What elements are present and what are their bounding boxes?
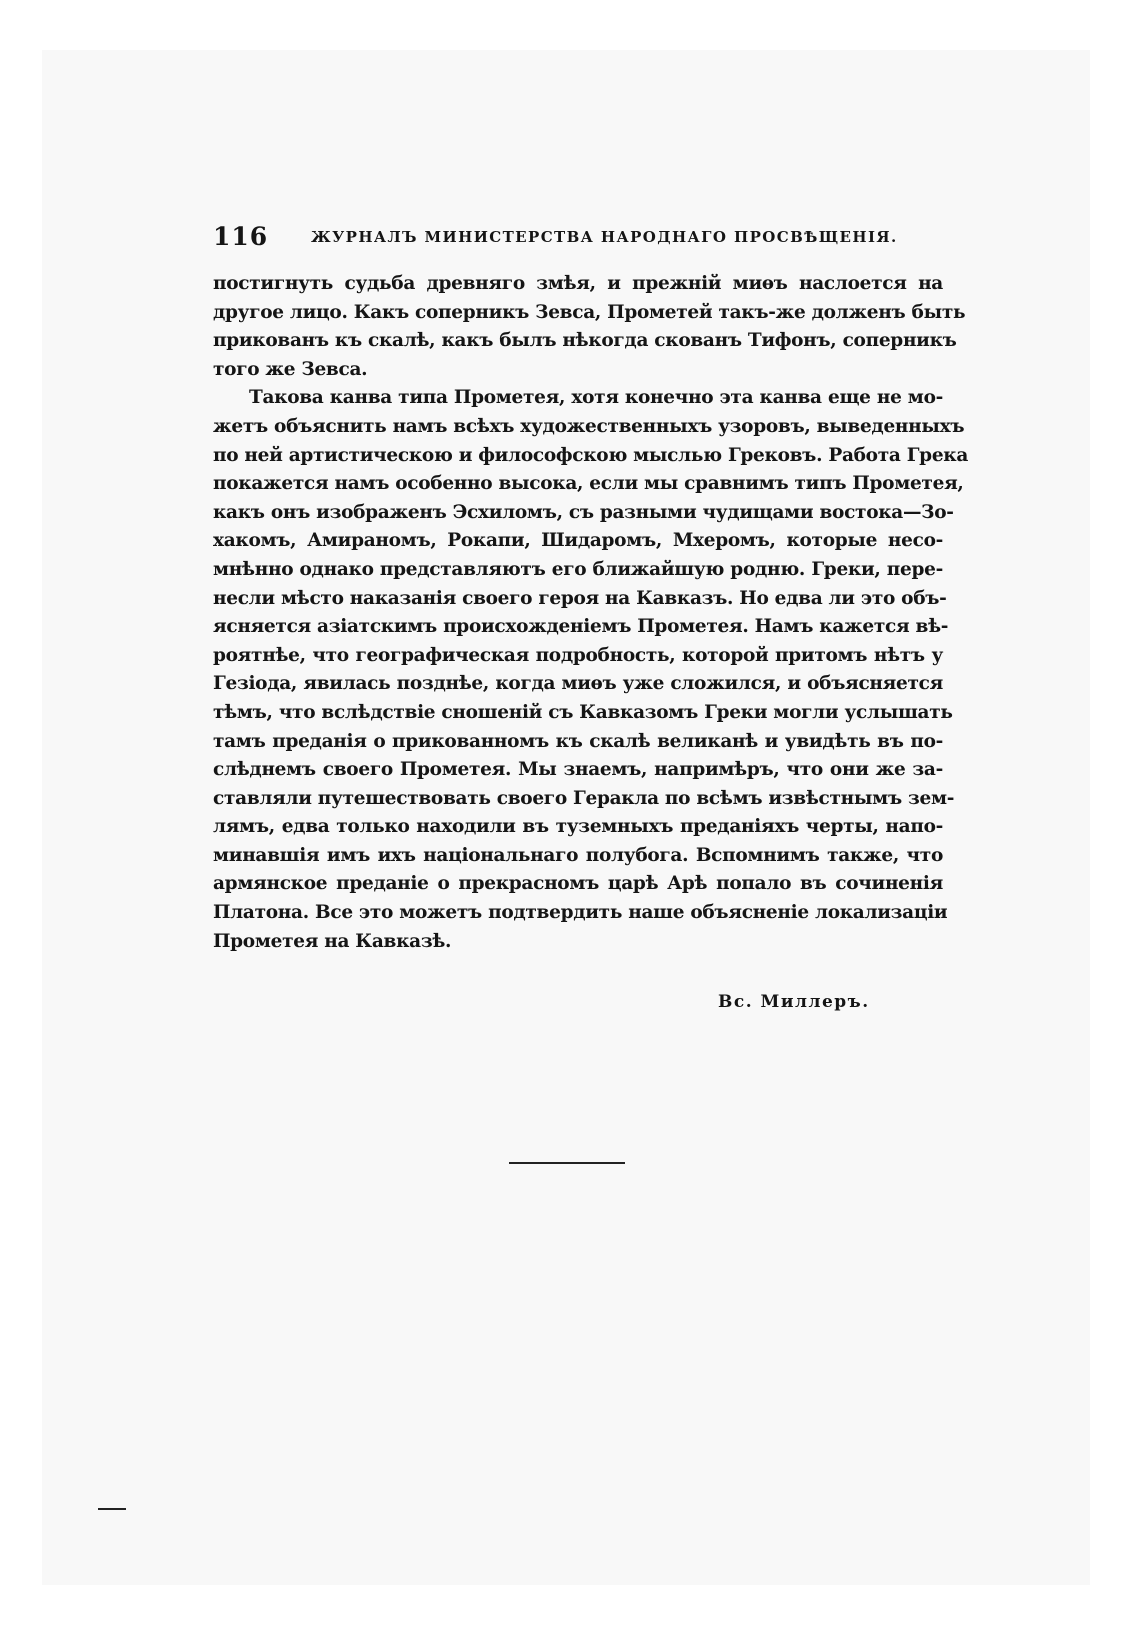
- text-line: Такова канва типа Прометея, хотя конечно эта канва еще не мо-: [249, 387, 943, 409]
- text-line: лямъ, едва только находили въ туземныхъ преданіяхъ черты, напо-: [213, 816, 943, 838]
- text-line: слѣднемъ своего Прометея. Мы знаемъ, напримѣръ, что они же за-: [213, 759, 943, 781]
- text-line: Гезіода, явилась позднѣе, когда миѳъ уже сложился, и объясняется: [213, 673, 943, 695]
- text-line: другое лицо. Какъ соперникъ Зевса, Прометей такъ-же долженъ быть: [213, 301, 966, 323]
- text-line: покажется намъ особенно высока, если мы сравнимъ типъ Прометея,: [213, 473, 964, 495]
- margin-mark: [98, 1508, 126, 1510]
- running-title: ЖУРНАЛЪ МИНИСТЕРСТВА НАРОДНАГО ПРОСВѢЩЕНІЯ.: [311, 228, 898, 246]
- end-rule-divider: [509, 1162, 625, 1164]
- text-line: минавшія имъ ихъ національнаго полубога. Вспомнимъ также, что: [213, 844, 943, 866]
- page-header: [213, 222, 943, 252]
- text-line: хакомъ, Амираномъ, Рокапи, Шидаромъ, Мхеромъ, которые несо-: [213, 530, 943, 552]
- text-line: постигнуть судьба древняго змѣя, и прежній миѳъ наслоется на: [213, 273, 943, 294]
- text-line: Платона. Все это можетъ подтвердить наше объясненіе локализаціи: [213, 902, 948, 924]
- text-line: какъ онъ изображенъ Эсхиломъ, съ разными чудищами востока—Зо-: [213, 501, 954, 523]
- author-signature: Вс. Миллеръ.: [718, 992, 870, 1012]
- text-line: тамъ преданія о прикованномъ къ скалѣ великанѣ и увидѣть въ по-: [213, 730, 943, 752]
- text-line: по ней артистическою и философскою мыслью Грековъ. Работа Грека: [213, 444, 969, 466]
- text-line: ставляли путешествовать своего Геракла по всѣмъ извѣстнымъ зем-: [213, 787, 955, 809]
- text-line: армянское преданіе о прекрасномъ царѣ Арѣ попало въ сочиненія: [213, 873, 943, 895]
- text-line: Прометея на Кавказѣ.: [213, 930, 452, 952]
- page-number: 116: [213, 222, 269, 251]
- text-line: прикованъ къ скалѣ, какъ былъ нѣкогда скованъ Тифонъ, соперникъ: [213, 330, 957, 352]
- text-line: жетъ объяснить намъ всѣхъ художественныхъ узоровъ, выведенныхъ: [213, 415, 965, 437]
- text-line: того же Зевса.: [213, 358, 368, 380]
- text-line: мнѣнно однако представляютъ его ближайшую родню. Греки, пере-: [213, 558, 943, 580]
- body-text: [213, 270, 969, 956]
- text-line: роятнѣе, что географическая подробность, которой притомъ нѣтъ у: [213, 644, 943, 666]
- text-line: ясняется азіатскимъ происхожденіемъ Прометея. Намъ кажется вѣ-: [213, 616, 949, 638]
- text-line: несли мѣсто наказанія своего героя на Кавказъ. Но едва ли это объ-: [213, 587, 947, 609]
- text-line: тѣмъ, что вслѣдствіе сношеній съ Кавказомъ Греки могли услышать: [213, 701, 953, 723]
